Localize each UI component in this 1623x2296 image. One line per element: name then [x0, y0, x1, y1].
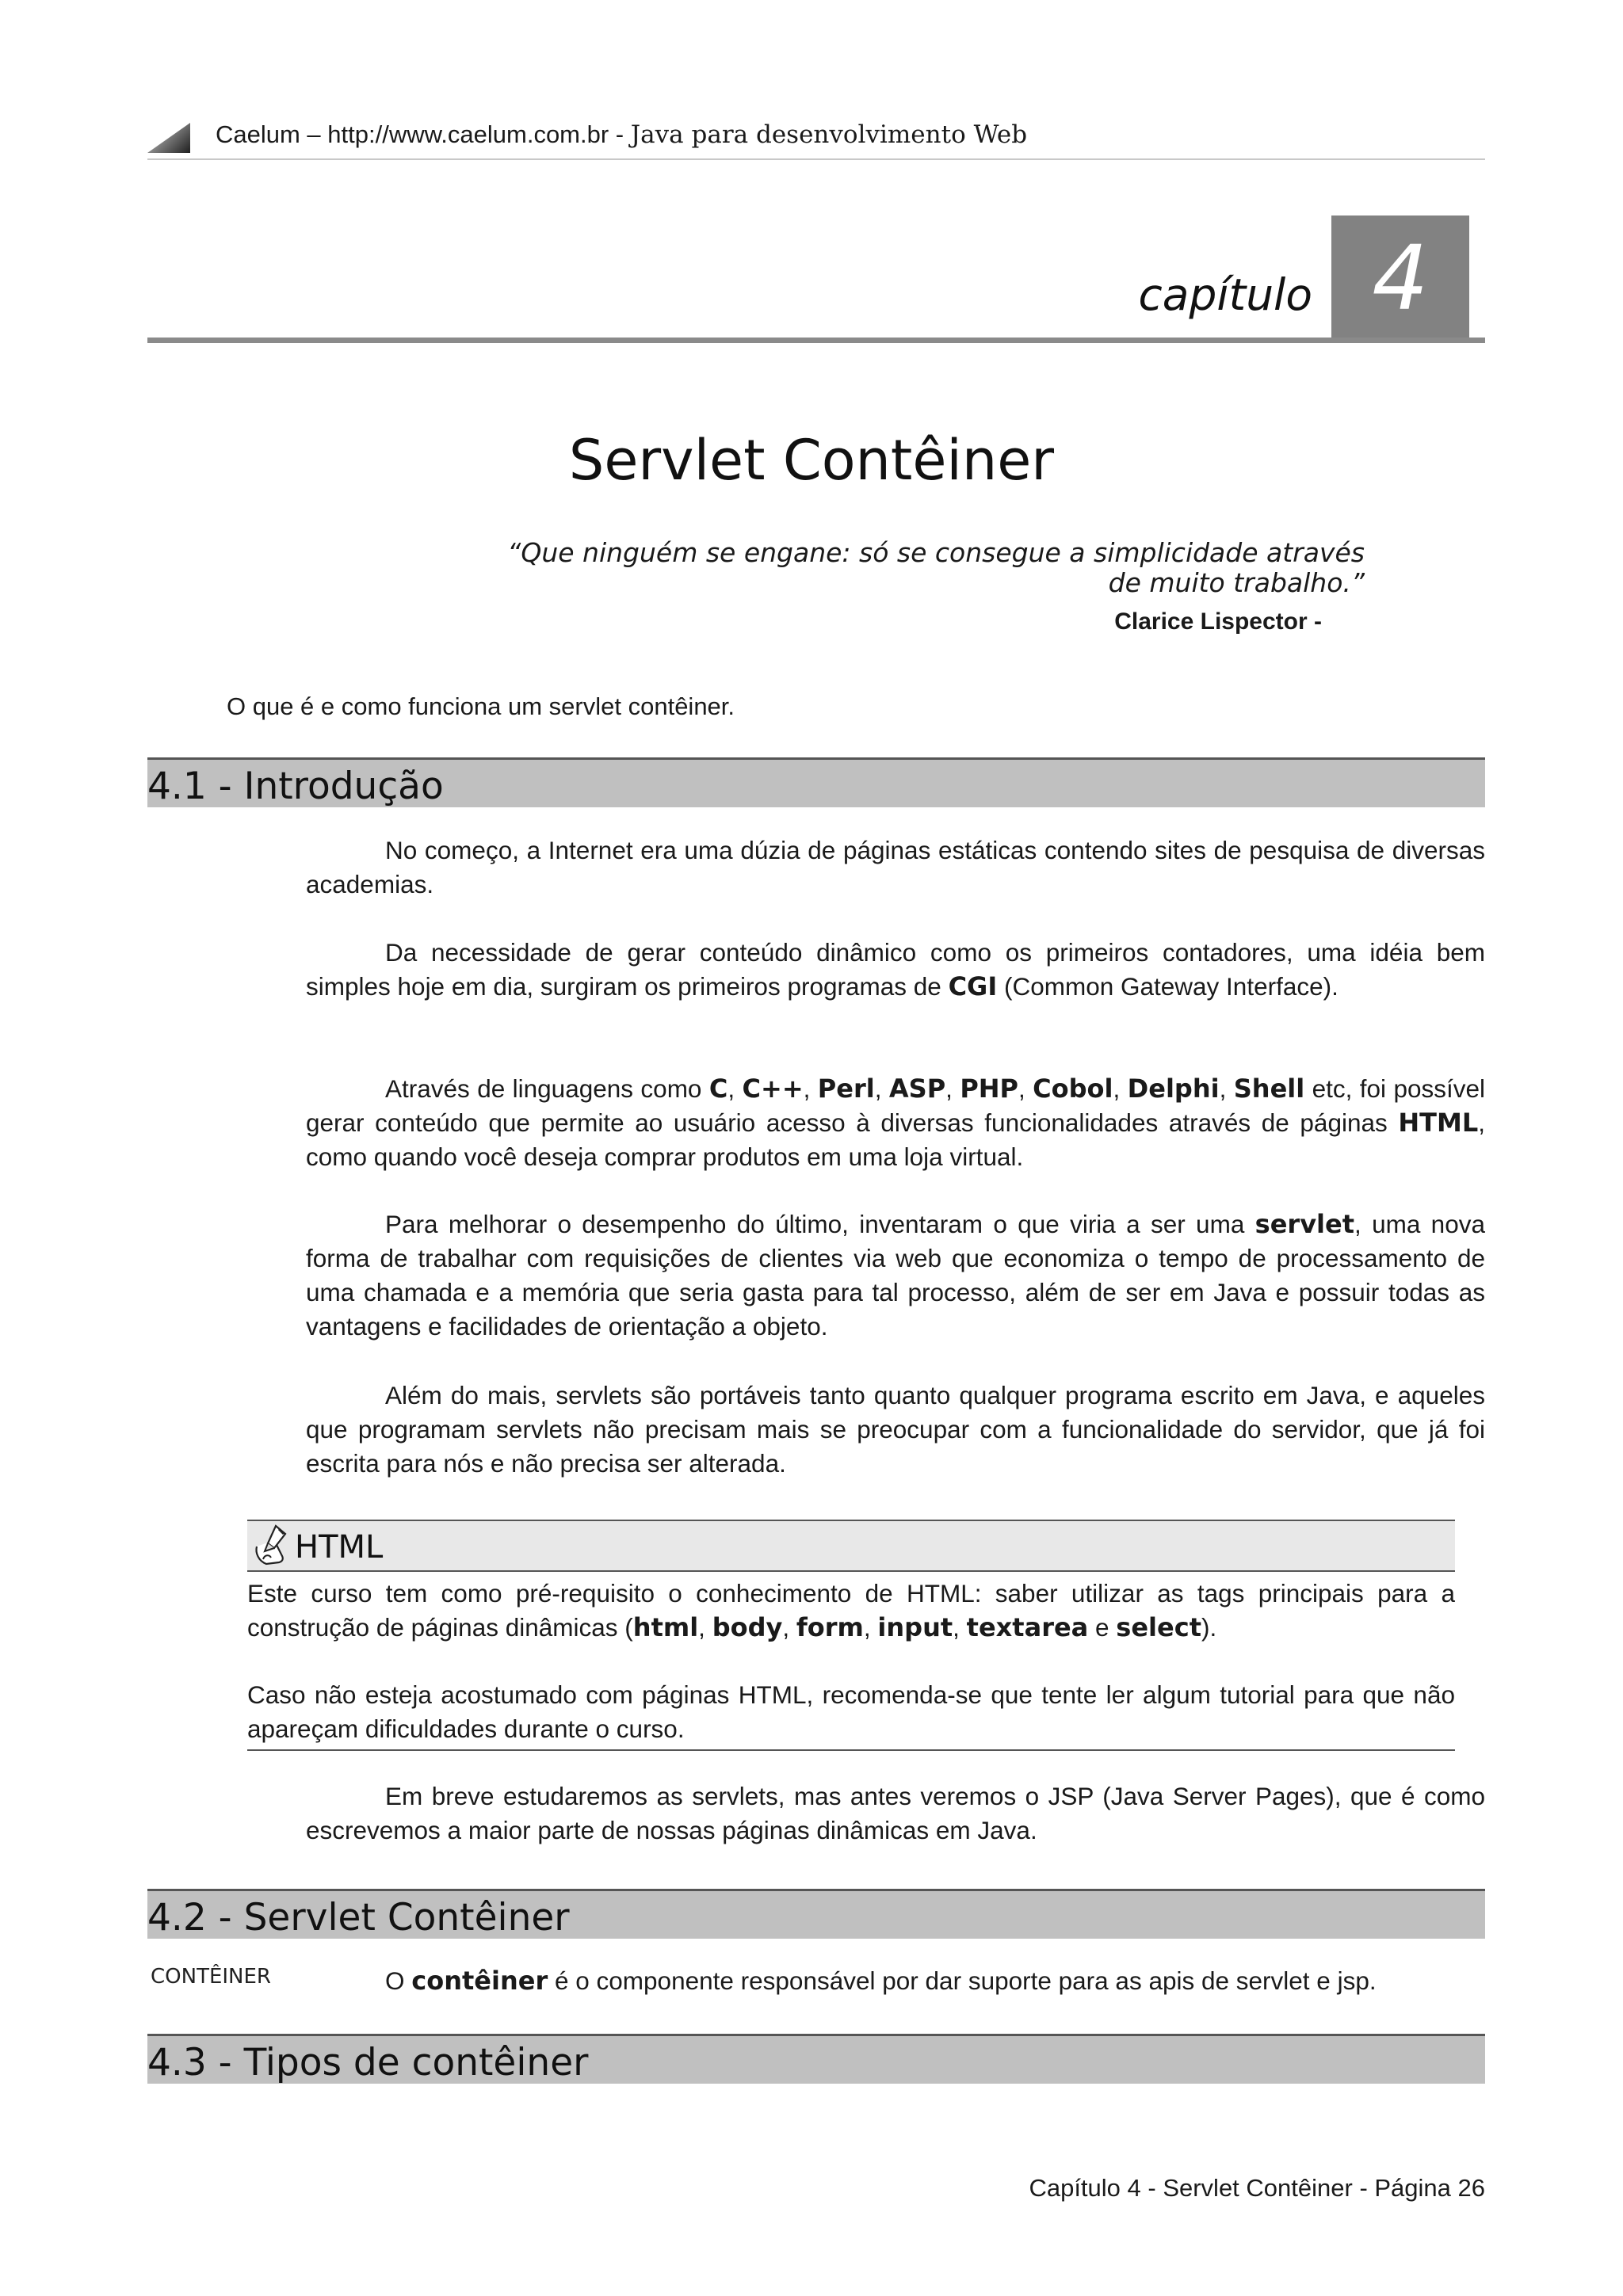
paragraph-text: Caso não esteja acostumado com páginas HTML, recomenda-se que tente ler algum tutorial para que não apareçam dificuldades durante o curso.: [247, 1680, 1455, 1743]
term-php: PHP: [960, 1074, 1018, 1104]
tag-form: form: [796, 1612, 864, 1642]
term-cobol: Cobol: [1033, 1074, 1113, 1104]
term-cgi: CGI: [948, 971, 998, 1001]
term-c: C: [708, 1074, 728, 1104]
tag-input: input: [877, 1612, 953, 1642]
paragraph-text: , como quando você deseja comprar produtos em uma loja virtual.: [306, 1108, 1485, 1171]
epigraph-line-2: de muito trabalho.”: [1108, 567, 1365, 598]
separator: ,: [698, 1613, 712, 1642]
paragraph-text: Através de linguagens como: [385, 1074, 709, 1103]
paragraph-intro-5: [306, 1379, 1485, 1481]
page-footer: Capítulo 4 - Servlet Contêiner - Página 26: [1029, 2174, 1485, 2202]
paragraph-text: O: [385, 1966, 412, 1995]
paragraph-container: [306, 1964, 1485, 1998]
term-shell: Shell: [1233, 1074, 1305, 1104]
paragraph-text: Para melhorar o desempenho do último, inventaram o que viria a ser uma: [385, 1210, 1255, 1238]
paragraph-intro-3: [306, 1072, 1485, 1174]
paragraph-text: Em breve estudaremos as servlets, mas antes veremos o JSP (Java Server Pages), que é como escrevemos a maior parte de nossas páginas dinâmicas em Java.: [306, 1782, 1485, 1844]
separator: ,: [1018, 1074, 1033, 1103]
separator: ,: [953, 1613, 967, 1642]
tag-html: html: [632, 1612, 699, 1642]
chapter-divider: [147, 338, 1485, 343]
epigraph-author: Clarice Lispector -: [1114, 608, 1322, 635]
section-heading-label: 4.1 - Introdução: [147, 765, 444, 808]
separator: ,: [1113, 1074, 1128, 1103]
tag-textarea: textarea: [966, 1612, 1089, 1642]
term-delphi: Delphi: [1127, 1074, 1220, 1104]
separator: e: [1088, 1613, 1117, 1642]
term-servlet: servlet: [1254, 1209, 1355, 1239]
section-heading-4-2: [147, 1889, 1485, 1939]
chapter-summary: O que é e como funciona um servlet contêiner.: [227, 692, 735, 720]
section-heading-4-3: [147, 2034, 1485, 2084]
paragraph-text: etc, foi possível gerar conteúdo que permite ao usuário acesso à diversas funcionalidades através de páginas: [306, 1074, 1486, 1137]
paragraph-text: ).: [1201, 1613, 1217, 1642]
paragraph-text: Além do mais, servlets são portáveis tanto quanto qualquer programa escrito em Java, e aqueles que programam servlets não precisam mais se preocupar com a funcionalidade do servidor, que já foi escrita para nós e não precisa ser alterada.: [306, 1381, 1485, 1478]
paragraph-intro-2: [306, 936, 1485, 1004]
separator: ,: [1219, 1074, 1234, 1103]
header-site: Caelum – http://www.caelum.com.br -: [216, 120, 631, 148]
tag-body: body: [712, 1612, 783, 1642]
paragraph-text: (Common Gateway Interface).: [997, 972, 1338, 1001]
paragraph-intro-1: [306, 833, 1485, 902]
note-paragraph-2: [247, 1678, 1455, 1746]
note-paragraph-1: [247, 1577, 1455, 1645]
separator: ,: [782, 1613, 796, 1642]
section-heading-label: 4.2 - Servlet Contêiner: [147, 1896, 570, 1939]
chapter-label: capítulo: [1138, 269, 1312, 320]
separator: ,: [727, 1074, 743, 1103]
note-title: HTML: [295, 1529, 384, 1566]
term-conteiner: contêiner: [411, 1966, 548, 1996]
note-bottom-rule: [247, 1749, 1455, 1751]
separator: ,: [863, 1613, 878, 1642]
section-heading-4-1: [147, 757, 1485, 807]
term-cpp: C++: [742, 1074, 804, 1104]
epigraph-line-1: “Que ninguém se engane: só se consegue a simplicidade através: [507, 537, 1365, 568]
tag-select: select: [1116, 1612, 1201, 1642]
note-header: [247, 1521, 1455, 1572]
section-heading-label: 4.3 - Tipos de contêiner: [147, 2041, 589, 2084]
chapter-title: Servlet Contêiner: [568, 428, 1055, 493]
paragraph-text: No começo, a Internet era uma dúzia de páginas estáticas contendo sites de pesquisa de diversas academias.: [306, 836, 1485, 898]
caelum-logo-icon: [147, 123, 190, 153]
term-asp: ASP: [888, 1074, 946, 1104]
separator: ,: [803, 1074, 818, 1103]
separator: ,: [945, 1074, 960, 1103]
paragraph-text: é o componente responsável por dar suporte para as apis de servlet e jsp.: [548, 1966, 1377, 1995]
header-divider: [147, 158, 1485, 160]
running-header: [216, 119, 1027, 151]
paragraph-intro-4: [306, 1207, 1485, 1344]
paragraph-intro-6: [306, 1779, 1485, 1848]
pencil-note-icon: [250, 1523, 295, 1569]
term-perl: Perl: [817, 1074, 875, 1104]
chapter-number-box: 4: [1331, 215, 1469, 342]
margin-note: CONTÊINER: [151, 1965, 271, 1989]
paragraph-text: Este curso tem como pré-requisito o conhecimento de HTML: saber utilizar as tags principais para a construção de páginas dinâmicas (: [247, 1579, 1455, 1642]
term-html: HTML: [1398, 1108, 1479, 1138]
paragraph-text: , uma nova forma de trabalhar com requisições de clientes via web que economiza o tempo de processamento de uma chamada e a memória que seria gasta para tal processo, além de ser em Java e possuir todas as vantagens e facilidades de orientação a objeto.: [306, 1210, 1485, 1341]
paragraph-text: Da necessidade de gerar conteúdo dinâmico como os primeiros contadores, uma idéia bem simples hoje em dia, surgiram os primeiros programas de: [306, 938, 1485, 1001]
separator: ,: [874, 1074, 889, 1103]
header-course: Java para desenvolvimento Web: [630, 120, 1028, 149]
